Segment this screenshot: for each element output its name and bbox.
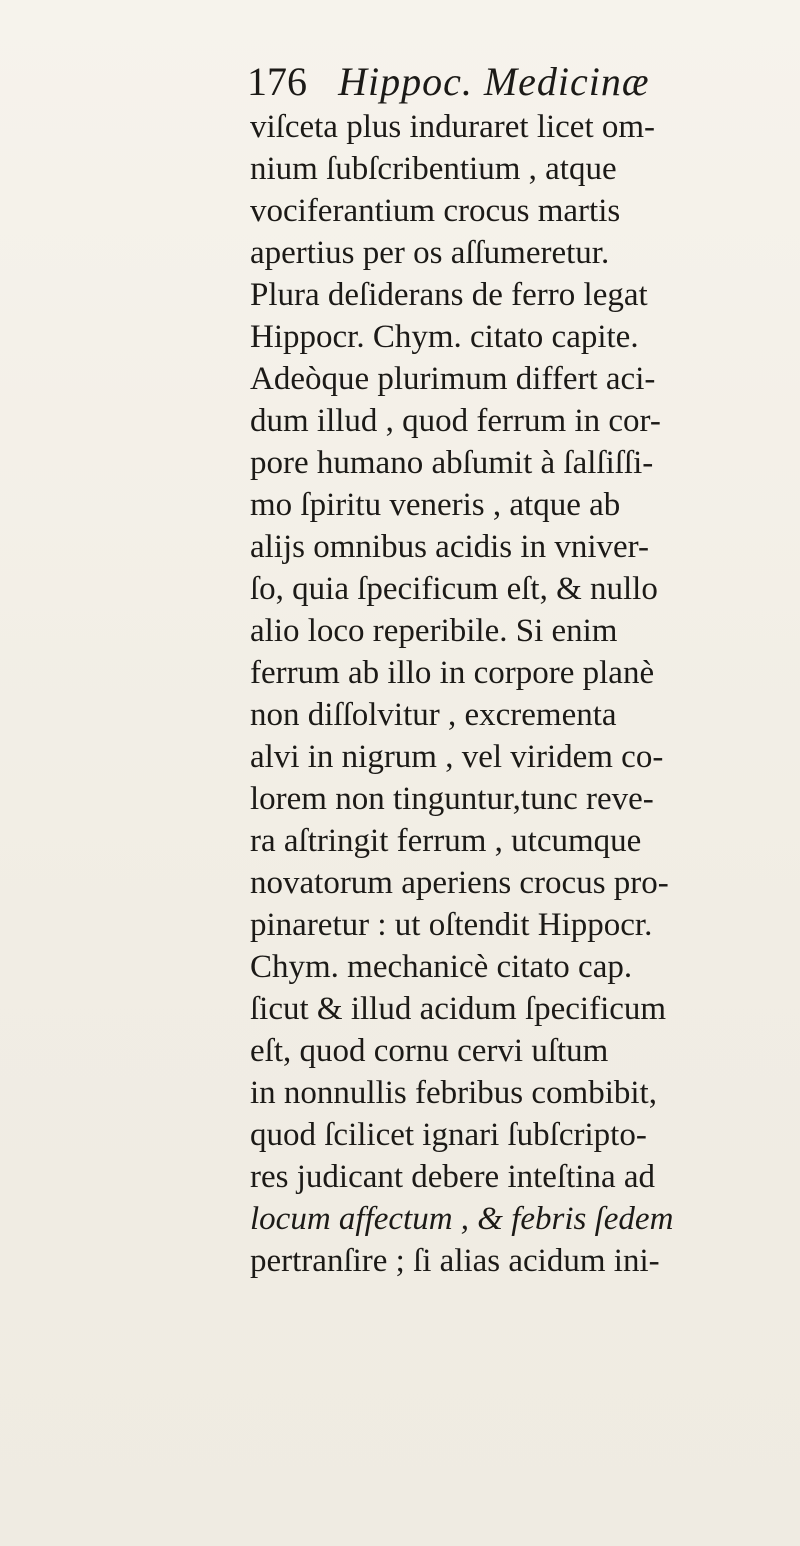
text-line-19: novatorum aperiens crocus pro- xyxy=(250,865,669,901)
text-line-4: apertius per os aſſumeretur. xyxy=(250,235,610,271)
text-line-2: nium ſubſcribentium , atque xyxy=(250,151,617,187)
text-line-20: pinaretur : ut oſtendit Hippocr. xyxy=(250,907,653,943)
text-line-26: res judicant debere inteſtina ad xyxy=(250,1159,655,1195)
text-line-9: pore humano abſumit à ſalſiſſi- xyxy=(250,445,654,481)
text-line-17: lorem non tinguntur,tunc reve- xyxy=(250,781,654,817)
text-line-13: alio loco reperibile. Si enim xyxy=(250,613,618,649)
page-number: 176 xyxy=(247,59,307,104)
text-line-18: ra aſtringit ferrum , utcumque xyxy=(250,823,642,859)
running-head: Hippoc. Medicinæ xyxy=(338,59,650,104)
text-line-15: non diſſolvitur , excrementa xyxy=(250,697,617,733)
text-line-7: Adeòque plurimum differt aci- xyxy=(250,361,656,397)
text-line-16: alvi in nigrum , vel viridem co- xyxy=(250,739,664,775)
text-line-12: ſo, quia ſpecificum eſt, & nullo xyxy=(250,571,658,607)
text-line-27: locum affectum , & febris ſedem xyxy=(250,1201,674,1237)
text-line-11: alijs omnibus acidis in vniver- xyxy=(250,529,649,565)
text-line-25: quod ſcilicet ignari ſubſcripto- xyxy=(250,1117,647,1153)
text-line-21: Chym. mechanicè citato cap. xyxy=(250,949,633,985)
text-line-24: in nonnullis febribus combibit, xyxy=(250,1075,657,1111)
text-line-10: mo ſpiritu veneris , atque ab xyxy=(250,487,621,523)
text-line-14: ferrum ab illo in corpore planè xyxy=(250,655,655,691)
body-text xyxy=(250,106,770,1282)
text-line-28: pertranſire ; ſi alias acidum ini- xyxy=(250,1243,660,1279)
text-line-1: viſceta plus induraret licet om- xyxy=(250,109,656,145)
text-line-3: vociferantium crocus martis xyxy=(250,193,621,229)
text-line-23: eſt, quod cornu cervi uſtum xyxy=(250,1033,609,1069)
text-line-5: Plura deſiderans de ferro legat xyxy=(250,277,648,313)
text-line-6: Hippocr. Chym. citato capite. xyxy=(250,319,639,355)
text-line-8: dum illud , quod ferrum in cor- xyxy=(250,403,661,439)
page-header xyxy=(247,52,767,112)
text-line-22: ſicut & illud acidum ſpecificum xyxy=(250,991,667,1027)
